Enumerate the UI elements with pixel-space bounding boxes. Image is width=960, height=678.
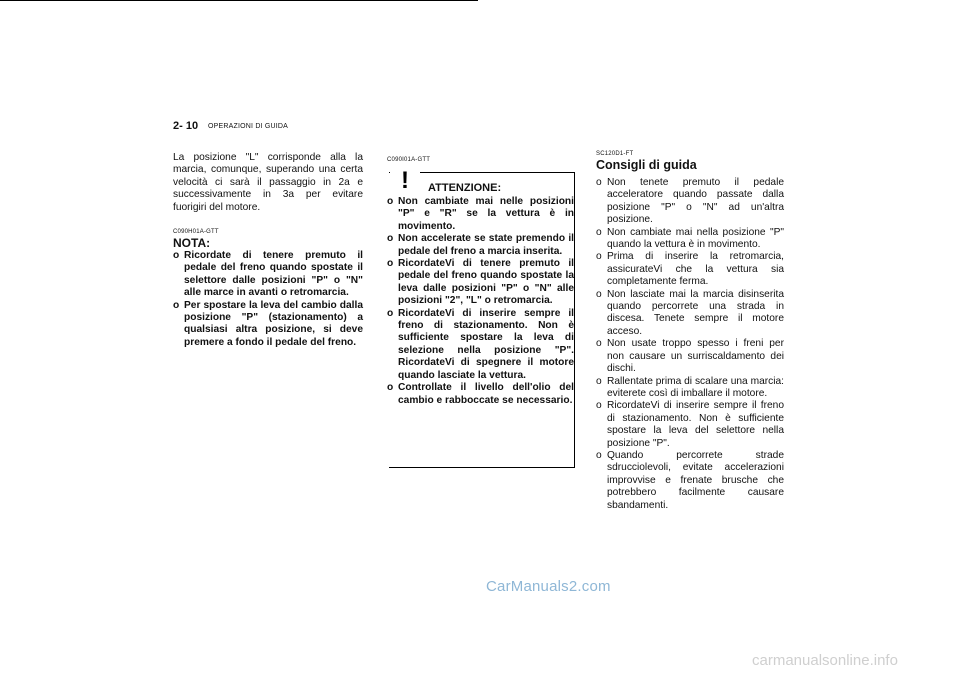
warning-box-bottom [389,467,575,468]
tips-list [596,177,784,512]
warning-box-right [574,172,575,468]
bullet-marker: o [596,177,602,188]
section-code: SC120D1-FT [596,151,634,157]
tip-item-text: Non cambiate mai nella posizione "P" quando la vettura è in movimento. [607,226,784,251]
warning-body [387,196,574,407]
bullet-marker: o [387,196,394,207]
tip-item [596,450,784,512]
warning-item [387,258,574,308]
tip-item [596,227,784,252]
bullet-marker: o [387,307,394,319]
tip-item-text: RicordateVi di inserire sempre il freno di stazionamento. Non è sufficiente spostare la leva del selettore nella posizione "P". [607,400,784,449]
bullet-marker: o [387,258,394,270]
bullet-marker: o [596,226,602,238]
warning-exclamation-icon [390,166,420,192]
page-number: 2- 10 [173,120,199,132]
section-title: Consigli di guida [596,158,697,172]
section-name: OPERAZIONI DI GUIDA [208,123,289,130]
svg-text:!: ! [401,167,409,192]
note-item [173,300,363,350]
warning-list [387,196,574,407]
bullet-marker: o [387,233,394,245]
warning-item-text: RicordateVi di tenere premuto il pedale del freno quando spostate la leva dalle posizioni "P" o "N" alle posizioni "2", "L" o retromarcia. [398,258,574,307]
note-code: C090H01A-GTT [173,229,219,236]
bullet-marker: o [596,288,602,300]
warning-item-text: Controllate il livello dell'olio del cambio e rabboccate se necessario. [398,382,574,406]
note-title: NOTA: [173,236,211,251]
bullet-marker: o [387,382,394,394]
header-rule [0,0,478,1]
tip-item [596,400,784,450]
warning-item [387,308,574,382]
tip-item-text: Non usate troppo spesso i freni per non causare un surriscaldamento dei dischi. [607,338,784,375]
left-column [173,152,363,349]
warning-item [387,382,574,407]
bullet-marker: o [596,251,602,263]
note-item-text: Per spostare la leva del cambio dalla posizione "P" (stazionamento) a qualsiasi altra posizione, si deve premere a fondo il pedale del freno. [184,299,363,348]
watermark-center: CarManuals2.com [486,578,611,595]
bullet-marker: o [596,375,602,387]
tip-item-text: Rallentate prima di scalare una marcia: eviterete così di imballare il motore. [607,375,784,399]
tip-item [596,177,784,227]
tip-item-text: Non lasciate mai la marcia disinserita quando percorrete una strada in discesa. Tenete sempre il motore acceso. [607,288,784,337]
tip-item-text: Quando percorrete strade sdrucciolevoli, evitate accelerazioni improvvise e frenate brusche che potrebbero facilmente causare sbandamenti. [607,449,784,511]
warning-code: C090I01A-GTT [387,157,431,163]
note-list [173,250,363,349]
warning-item [387,233,574,258]
watermark-footer: carmanualsonline.info [752,652,898,669]
bullet-marker: o [173,299,180,311]
note-item-text: Ricordate di tenere premuto il pedale del freno quando spostate il selettore dalle posizioni "P" o "N" alle marce in avanti o retromarcia. [184,250,363,299]
bullet-marker: o [596,449,602,461]
note-item [173,250,363,300]
right-column [596,150,784,512]
warning-title: ATTENZIONE: [428,182,502,194]
tip-item-text: Non tenete premuto il pedale acceleratore quando passate dalla posizione "P" o "N" ad un'altra posizione. [607,177,784,226]
tip-item [596,376,784,401]
warning-item-text: Non accelerate se state premendo il pedale del freno a marcia inserita. [398,233,574,257]
warning-item [387,196,574,233]
tip-item [596,251,784,288]
warning-item-text: Non cambiate mai nelle posizioni "P" e "R" se la vettura è in movimento. [398,196,574,232]
warning-item-text: RicordateVi di inserire sempre il freno di stazionamento. Non è sufficiente spostare la leva di selezione nella posizione "P". RicordateVi di spegnere il motore quando lasciate la vettura. [398,307,574,381]
bullet-marker: o [596,338,602,350]
bullet-marker: o [596,400,602,412]
tip-item [596,289,784,339]
bullet-marker: o [173,250,180,262]
tip-item [596,338,784,375]
tip-item-text: Prima di inserire la retromarcia, assicurateVi che la vettura sia completamente ferma. [607,251,784,288]
intro-paragraph: La posizione "L" corrisponde alla la marcia, comunque, superando una certa velocità ci sarà il passaggio in 2a e successivamente in 3a per evitare fuorigiri del motore. [173,152,363,213]
